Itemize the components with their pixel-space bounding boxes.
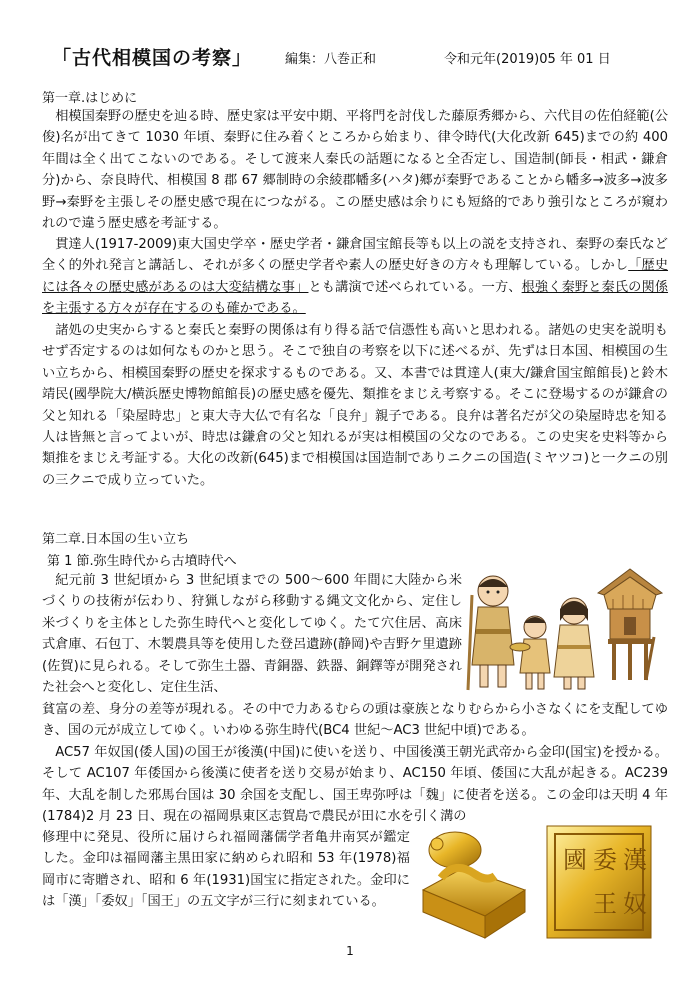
section1-heading: 第 1 節.弥生時代から古墳時代へ xyxy=(47,554,237,569)
yayoi-woman-icon xyxy=(554,598,594,689)
chapter1-underlined-quote: 「歴史には各々の歴史感があるのは大変結構な事」 xyxy=(42,258,669,295)
editor-credit: 編集：八巻正和 xyxy=(285,52,377,67)
chapter2-paragraph-3: 修理中に発見、役所に届けられ福岡藩儒学者亀井南冥が鑑定した。金印は福岡藩主黒田家に納められ昭和 53 年(1978)福岡市に寄贈され、昭和 6 年(1931)国宝に指定された。金印には「漢」「委奴」「国王」の五文字が三行に刻まれている。 xyxy=(42,830,410,910)
chapter1-paragraph-1: 相模国秦野の歴史を辿る時、歴史家は平安中期、平将門を討伐した藤原秀郷から、六代目の佐伯経範(公俊)名が出てきて 1030 年頃、秦野に住み着くところから始まり、律令時代(大化改新 645)までの約 400 年間は全く出てこないのである。そして渡来人秦氏の話題になると全否定し、国造制(師長・相武・鎌倉分)から、奈良時代、相模国 8 郡 67 郷制時の余綾郡幡多(ハタ)郷が秦野であることから幡多→波多→波多野→秦野を主張しその歴史感で現在につながる。この歴史感は余りにも短絡的であり強引なところが窺われので違う歴史感を考証する。 xyxy=(42,109,669,232)
yayoi-family-illustration xyxy=(458,565,663,695)
chapter2-paragraph-1b: 貧富の差、身分の差等が現れる。その中で力あるむらの頭は豪族となりむらから小さなくにを支配してゆき、国の元が成立してゆく。いわゆる弥生時代(BC4 世紀～AC3 世紀中頃)である。 xyxy=(42,702,668,739)
chapter1-paragraph-3: 諸処の史実からすると秦氏と秦野の関係は有り得る話で信憑性も高いと思われる。諸処の史実を説明もせず否定するのは如何なものかと思う。そこで独自の考察を以下に述べるが、先ずは日本国、相模国の生い立ちから、相模国秦野の歴史を探求するものである。又、本書では貫達人(東大/鎌倉国宝館館長)と鈴木靖民(國學院大/横浜歴史博物館館長)の歴史感を優先、類推をまじえ考察する。そこに登場するのが鎌倉の父と知れる「染屋時忠」と東大寺大仏で有名な「良弁」親子である。良弁は著名だが父の染屋時忠を知る人は皆無と言ってよいが、時忠は鎌倉の父と知れるが実は相模国の父なのである。この史実を史料等から類推をまじえ考証する。大化の改新(645)まで相模国は国造制でありニクニの国造(ミヤツコ)と一クニの別の三クニで成り立っていた。 xyxy=(42,323,668,488)
yayoi-child-icon xyxy=(510,616,550,689)
chapter1-heading: 第一章.はじめに xyxy=(42,91,138,106)
chapter1-paragraph-2-text-a: 貫達人(1917-2009)東大国史学卒・歴史学者・鎌倉国宝館長等も以上の説を支持され、秦野の秦氏など全く的外れ発言と講話し、それが多くの歴史学者や素人の歴史好きの方々も理解している。しかし xyxy=(42,237,668,274)
chapter1-paragraph-2-text-c: とも講演で述べられている。一方、 xyxy=(308,279,522,295)
svg-text:奴: 奴 xyxy=(623,890,647,918)
svg-text:王: 王 xyxy=(593,890,617,918)
svg-text:國: 國 xyxy=(563,846,587,874)
raised-storehouse-icon xyxy=(598,569,662,680)
svg-text:漢: 漢 xyxy=(623,846,647,874)
svg-text:委: 委 xyxy=(593,846,617,874)
document-title: 「古代相模国の考察」 xyxy=(52,47,253,69)
gold-seal-face-icon xyxy=(547,826,651,938)
chapter2-heading: 第二章.日本国の生い立ち xyxy=(42,532,190,547)
chapter2-paragraph-2: AC57 年奴国(倭人国)の国王が後漢(中国)に使いを送り、中国後漢王朝光武帝から金印(国宝)を授かる。そして AC107 年倭国から後漢に使者を送り交易が始まり、AC150 年頃、倭国に大乱が起きる。AC239 年、大乱を制した邪馬台国は 30 余国を支配し、国王卑弥呼は「魏」に使者を送る。この金印は天明 4 年(1784)2 月 23 日、現在の福岡県東区志賀島で農民が田に水を引く溝の xyxy=(42,745,668,825)
gold-seal-side-icon xyxy=(423,832,525,938)
gold-seal-photo xyxy=(415,820,655,945)
chapter1-underlined-statement: 根強く秦野と秦氏の関係を主張する方々が存在するのも確かである。 xyxy=(42,279,669,317)
chapter1-paragraph-2 xyxy=(42,234,668,320)
page-number: 1 xyxy=(346,944,354,958)
yayoi-man-icon xyxy=(468,576,514,690)
publication-date: 令和元年(2019)05 年 01 日 xyxy=(444,52,611,67)
chapter2-paragraph-1a: 紀元前 3 世紀頃から 3 世紀頃までの 500～600 年間に大陸から米づくりの技術が伝わり、狩猟しながら移動する縄文文化から、定住し米づくりを主体とした弥生時代へと変化してゆく。たて穴住居、高床式倉庫、石包丁、木製農具等を使用した登呂遺跡(静岡)や吉野ケ里遺跡(佐賀)に見られる。そして弥生土器、青銅器、鉄器、銅鐸等が開発された社会へと変化し、定住生活、 xyxy=(42,573,462,696)
